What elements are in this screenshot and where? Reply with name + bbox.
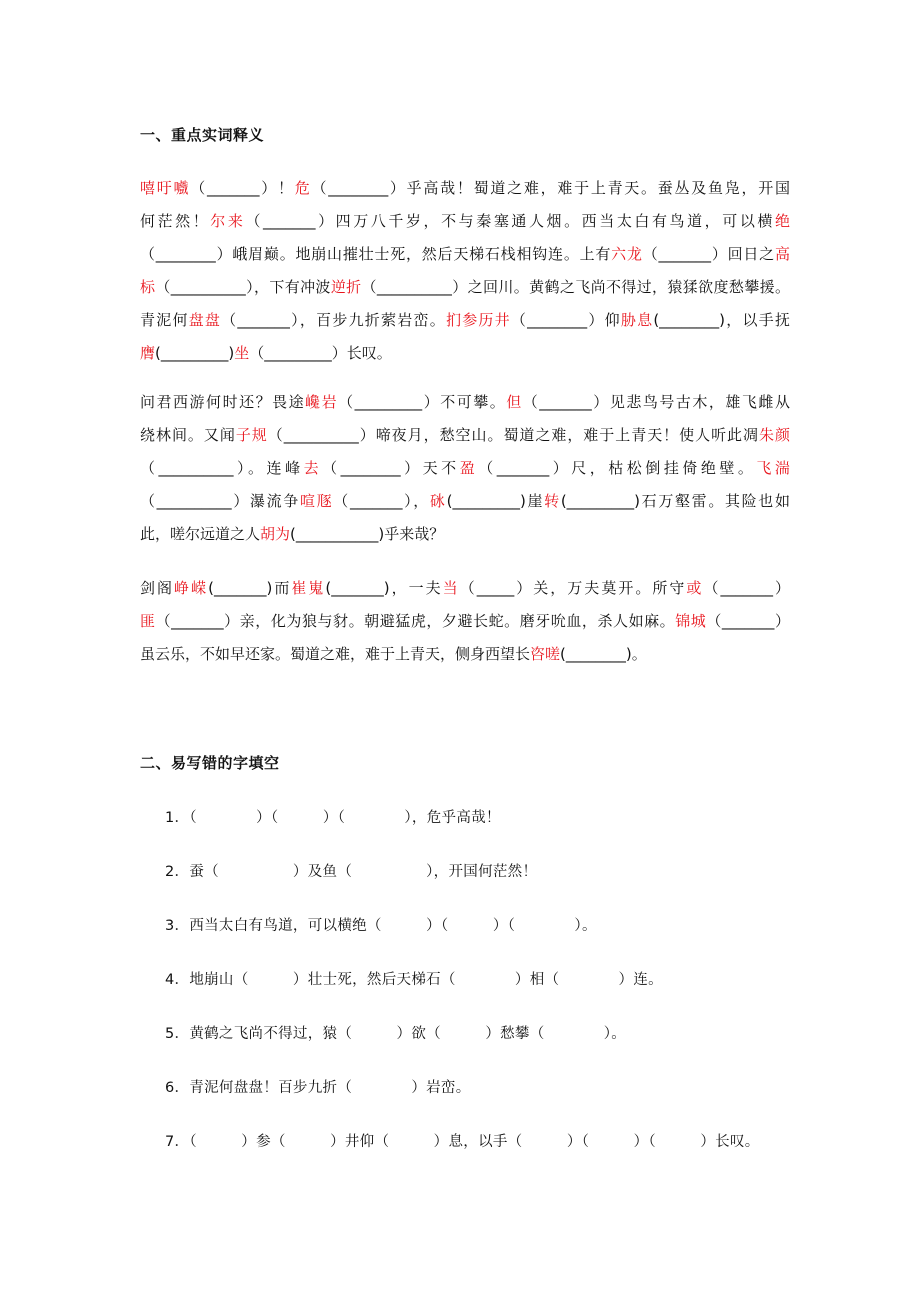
key-word: 危 — [294, 179, 312, 197]
poem-text: （_______）！ — [190, 179, 295, 197]
key-word: 尔来 — [210, 212, 246, 230]
poem-text: （__________）啼夜月，愁空山。蜀道之难，难于上青天！使人听此凋 — [267, 426, 759, 444]
poem-paragraph-2 — [140, 386, 790, 551]
key-word: 高 — [774, 245, 790, 263]
poem-text: （_______）尺，枯松倒挂倚绝壁。 — [478, 459, 757, 477]
poem-line — [140, 605, 790, 638]
key-word: 标 — [140, 278, 156, 296]
key-word: 转 — [544, 492, 561, 510]
key-word: 逆折 — [330, 278, 362, 296]
key-word: 但 — [506, 393, 523, 411]
poem-text: (________)，以手抚 — [653, 311, 790, 329]
key-word: 盘盘 — [188, 311, 222, 329]
poem-text: （_______） — [703, 579, 790, 597]
key-word: 扪参历井 — [445, 311, 511, 329]
key-word: 砯 — [429, 492, 447, 510]
key-word: 锦城 — [675, 612, 707, 630]
question-7: 7．（ ）参（ ）井仰（ ）息，以手（ ）（ ）（ ）长叹。 — [165, 1134, 760, 1150]
poem-paragraph-3 — [140, 572, 790, 671]
poem-text: 青泥何 — [140, 311, 189, 329]
key-word: 峥嵘 — [174, 579, 209, 597]
poem-text: （__________）瀑流争 — [140, 492, 300, 510]
poem-line — [140, 452, 790, 485]
poem-line — [140, 238, 790, 271]
key-word: 坐 — [234, 344, 250, 362]
key-word: 巉岩 — [305, 393, 339, 411]
poem-line — [140, 518, 790, 551]
key-word: 绝 — [774, 212, 790, 230]
question-4: 4．地崩山（ ）壮士死，然后天梯石（ ）相（ ）连。 — [165, 972, 663, 988]
poem-text: (_______)而 — [208, 579, 292, 597]
poem-text: （_______）四万八千岁，不与秦塞通人烟。西当太白有鸟道，可以横 — [245, 212, 775, 230]
key-word: 嘻吁嚱 — [140, 179, 191, 197]
poem-text: （_______）， — [333, 492, 430, 510]
section1-title: 一、重点实词释义 — [140, 126, 265, 144]
key-word: 胡为 — [260, 525, 291, 543]
key-word: 胁息 — [620, 311, 654, 329]
poem-line — [140, 485, 790, 518]
poem-text: 何茫然！ — [140, 212, 211, 230]
key-word: 飞湍 — [756, 459, 790, 477]
poem-text: 剑阁 — [140, 579, 175, 597]
poem-text: （_________）不可攀。 — [338, 393, 507, 411]
poem-text: （_______） — [706, 612, 790, 630]
section2-title: 二、易写错的字填空 — [140, 754, 280, 772]
poem-text: (_________)石万壑雷。其险也如 — [560, 492, 790, 510]
poem-text: （_____）关，万夫莫开。所守 — [459, 579, 687, 597]
question-1: 1．（ ）（ ）（ ），危乎高哉！ — [165, 810, 501, 826]
key-word: 六龙 — [611, 245, 643, 263]
key-word: 去 — [303, 459, 323, 477]
poem-line — [140, 419, 790, 452]
poem-text: （________）峨眉巅。地崩山摧壮士死，然后天梯石栈相钩连。上有 — [140, 245, 612, 263]
poem-text: （________）天不 — [322, 459, 460, 477]
key-word: 子规 — [235, 426, 268, 444]
poem-line — [140, 271, 790, 304]
poem-text: 绕林间。又闻 — [140, 426, 236, 444]
poem-text: （__________）。连峰 — [140, 459, 304, 477]
poem-text: （________）乎高哉！蜀道之难，难于上青天。蚕丛及鱼凫，开国 — [311, 179, 790, 197]
poem-text: 问君西游何时还？畏途 — [140, 393, 306, 411]
poem-text: （_______）亲，化为狼与豺。朝避猛虎，夕避长蛇。磨牙吮血，杀人如麻。 — [155, 612, 676, 630]
poem-line — [140, 337, 790, 370]
key-word: 匪 — [140, 612, 156, 630]
poem-text: （_________）长叹。 — [249, 344, 392, 362]
key-word: 当 — [442, 579, 460, 597]
poem-line — [140, 205, 790, 238]
key-word: 喧豗 — [299, 492, 334, 510]
key-word: 盈 — [459, 459, 479, 477]
poem-paragraph-1 — [140, 172, 790, 370]
question-2: 2．蚕（ ）及鱼（ ），开国何茫然！ — [165, 864, 538, 880]
poem-text: (_______)，一夫 — [325, 579, 443, 597]
question-3: 3．西当太白有鸟道，可以横绝（ ）（ ）（ ）。 — [165, 918, 597, 934]
poem-text: (________)。 — [560, 645, 647, 663]
poem-line — [140, 172, 790, 205]
poem-text: （__________），下有冲波 — [155, 278, 331, 296]
poem-text: （_______）见悲鸟号古木，雄飞雌从 — [522, 393, 790, 411]
key-word: 朱颜 — [759, 426, 790, 444]
key-word: 崔嵬 — [291, 579, 326, 597]
poem-text: 此，嗟尔远道之人 — [140, 525, 261, 543]
key-word: 咨嗟 — [530, 645, 561, 663]
poem-line — [140, 304, 790, 337]
poem-text: （_______）回日之 — [642, 245, 775, 263]
poem-line — [140, 638, 790, 671]
poem-text: 虽云乐，不如早还家。蜀道之难，难于上青天，侧身西望长 — [140, 645, 531, 663]
poem-text: （________）仰 — [510, 311, 621, 329]
poem-text: (_________)崖 — [446, 492, 545, 510]
poem-text: (___________)乎来哉？ — [290, 525, 445, 543]
poem-line — [140, 572, 790, 605]
poem-line — [140, 386, 790, 419]
poem-text: （_______），百步九折萦岩峦。 — [221, 311, 446, 329]
question-6: 6．青泥何盘盘！百步九折（ ）岩峦。 — [165, 1080, 471, 1096]
poem-text: （__________）之回川。黄鹤之飞尚不得过，猿猱欲度愁攀援。 — [361, 278, 790, 296]
question-5: 5．黄鹤之飞尚不得过，猿（ ）欲（ ）愁攀（ ）。 — [165, 1026, 627, 1042]
key-word: 或 — [686, 579, 704, 597]
key-word: 膺 — [140, 344, 156, 362]
poem-text: (_________) — [155, 344, 235, 362]
